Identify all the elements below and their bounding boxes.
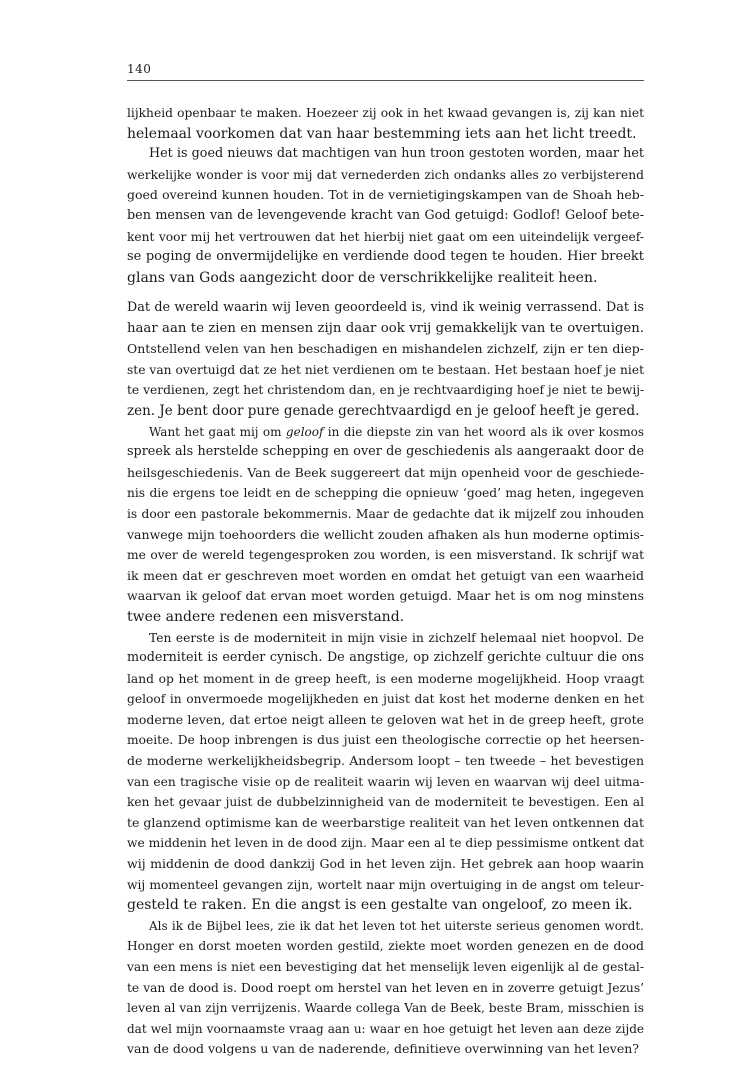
- text-line: land op het moment in de greep heeft, is een moderne mogelijkheid. Hoop vraagt: [127, 671, 644, 686]
- text-line: moeite. De hoop inbrengen is dus juist een theologische correctie op het heersen-: [127, 733, 644, 748]
- text-line: waarvan ik geloof dat ervan moet worden getuigd. Maar het is om nog minstens: [127, 588, 644, 604]
- text-line: te glanzend optimisme kan de weerbarstige realiteit van het leven ontkennen dat: [127, 814, 644, 830]
- text-line: Als ik de Bijbel lees, zie ik dat het leven tot het uiterste serieus genomen wordt.: [149, 918, 644, 933]
- text-line: ik meen dat er geschreven moet worden en omdat het getuigt van een waarheid: [127, 567, 644, 583]
- text-line: is door een pastorale bekommernis. Maar de gedachte dat ik mijzelf zou inhouden: [127, 506, 644, 521]
- emphasized-word: geloof: [285, 424, 324, 439]
- text-line: zen. Je bent door pure genade gerechtvaardigd en je geloof heeft je gered.: [127, 402, 640, 419]
- text-line: spreek als herstelde schepping en over de geschiedenis als aangeraakt door de: [127, 444, 644, 460]
- text-line: te van de dood is. Dood roept om herstel van het leven en in zoverre getuigt Jezus’: [127, 980, 644, 995]
- text-line: Ten eerste is de moderniteit in mijn visie in zichzelf helemaal niet hoopvol. De: [149, 630, 644, 645]
- text-line: moderniteit is eerder cynisch. De angstige, op zichzelf gerichte cultuur die ons: [127, 650, 644, 666]
- text-line: heilsgeschiedenis. Van de Beek suggereert dat mijn openheid voor de geschiede-: [127, 464, 644, 480]
- text-line: glans van Gods aangezicht door de verschrikkelijke realiteit heen.: [127, 269, 598, 286]
- text-line: geloof in onvermoede mogelijkheden en juist dat kost het moderne denken en het: [127, 692, 644, 707]
- text-fragment: in die diepste zin van het woord als ik over kosmos: [323, 424, 645, 439]
- text-line: Ontstellend velen van hen beschadigen en mishandelen zichzelf, zijn er ten diep-: [127, 341, 644, 357]
- text-line: vanwege mijn toehoorders die wellicht zouden afhaken als hun moderne optimis-: [127, 526, 644, 542]
- text-section-1: [127, 103, 644, 288]
- text-line: gesteld te raken. En die angst is een gestalte van ongeloof, zo meen ik.: [127, 897, 633, 914]
- text-line: ben mensen van de levengevende kracht van God getuigd: Godlof! Geloof bete-: [127, 207, 644, 223]
- text-line: de moderne werkelijkheidsbegrip. Andersom loopt – ten tweede – het bevestigen: [127, 753, 644, 769]
- text-line: twee andere redenen een misverstand.: [127, 608, 405, 625]
- text-line: me over de wereld tegengesproken zou worden, is een misverstand. Ik schrijf wat: [127, 548, 644, 563]
- text-line: Het is goed nieuws dat machtigen van hun troon gestoten worden, maar het: [149, 146, 644, 162]
- text-line: moderne leven, dat ertoe neigt alleen te geloven wat het in de greep heeft, grote: [127, 711, 644, 727]
- text-line: helemaal voorkomen dat van haar bestemming iets aan het licht treedt.: [127, 125, 637, 142]
- text-line: goed overeind kunnen houden. Tot in de vernietigingskampen van de Shoah heb-: [127, 187, 644, 203]
- text-line: te verdienen, zegt het christendom dan, en je rechtvaardiging hoef je niet te bewij-: [127, 383, 645, 398]
- page-number: 140: [127, 62, 152, 76]
- text-line: leven al van zijn verrijzenis. Waarde collega Van de Beek, beste Bram, misschien is: [127, 1001, 644, 1016]
- text-line: kent voor mij het vertrouwen dat het hierbij niet gaat om een uiteindelijk vergeef-: [127, 229, 644, 244]
- text-line: lijkheid openbaar te maken. Hoezeer zij ook in het kwaad gevangen is, zij kan niet: [127, 106, 644, 120]
- text-line: van een mens is niet een bevestiging dat het menselijk leven eigenlijk al de gestal-: [127, 960, 644, 974]
- text-line: wij momenteel gevangen zijn, wortelt naar mijn overtuiging in de angst om teleur-: [127, 877, 644, 892]
- text-line: Dat de wereld waarin wij leven geoordeeld is, vind ik weinig verrassend. Dat is: [127, 300, 644, 315]
- text-line: [127, 422, 644, 443]
- text-section-2: [127, 298, 644, 1060]
- text-line: we middenin het leven in de dood zijn. Maar een al te diep pessimisme ontkent dat: [127, 836, 644, 851]
- text-line: Honger en dorst moeten worden gestild, ziekte moet worden genezen en de dood: [127, 939, 644, 954]
- text-line: se poging de onvermijdelijke en verdiende dood tegen te houden. Hier breekt: [127, 249, 644, 265]
- text-line: dat wel mijn voornaamste vraag aan u: waar en hoe getuigt het leven aan deze zijde: [127, 1021, 644, 1036]
- text-fragment: Want het gaat mij om: [149, 424, 286, 439]
- text-line: ken het gevaar juist de dubbelzinnigheid van de moderniteit te bevestigen. Een al: [127, 795, 644, 810]
- text-line: wij middenin de dood dankzij God in het leven zijn. Het gebrek aan hoop waarin: [127, 856, 644, 872]
- text-line: van een tragische visie op de realiteit waarin wij leven en waarvan wij deel uitma-: [127, 774, 644, 789]
- text-line: van de dood volgens u van de naderende, definitieve overwinning van het leven?: [127, 1041, 639, 1057]
- text-line: nis die ergens toe leidt en de schepping die opnieuw ‘goed’ mag heten, ingegeven: [127, 486, 644, 501]
- text-line: ste van overtuigd dat ze het niet verdienen om te bestaan. Het bestaan hoef je niet: [127, 362, 644, 377]
- text-line: haar aan te zien en mensen zijn daar ook vrij gemakkelijk van te overtuigen.: [127, 320, 644, 336]
- text-line: werkelijke wonder is voor mij dat vernederden zich ondanks alles zo verbijsterend: [127, 167, 644, 182]
- header-rule: [127, 80, 644, 81]
